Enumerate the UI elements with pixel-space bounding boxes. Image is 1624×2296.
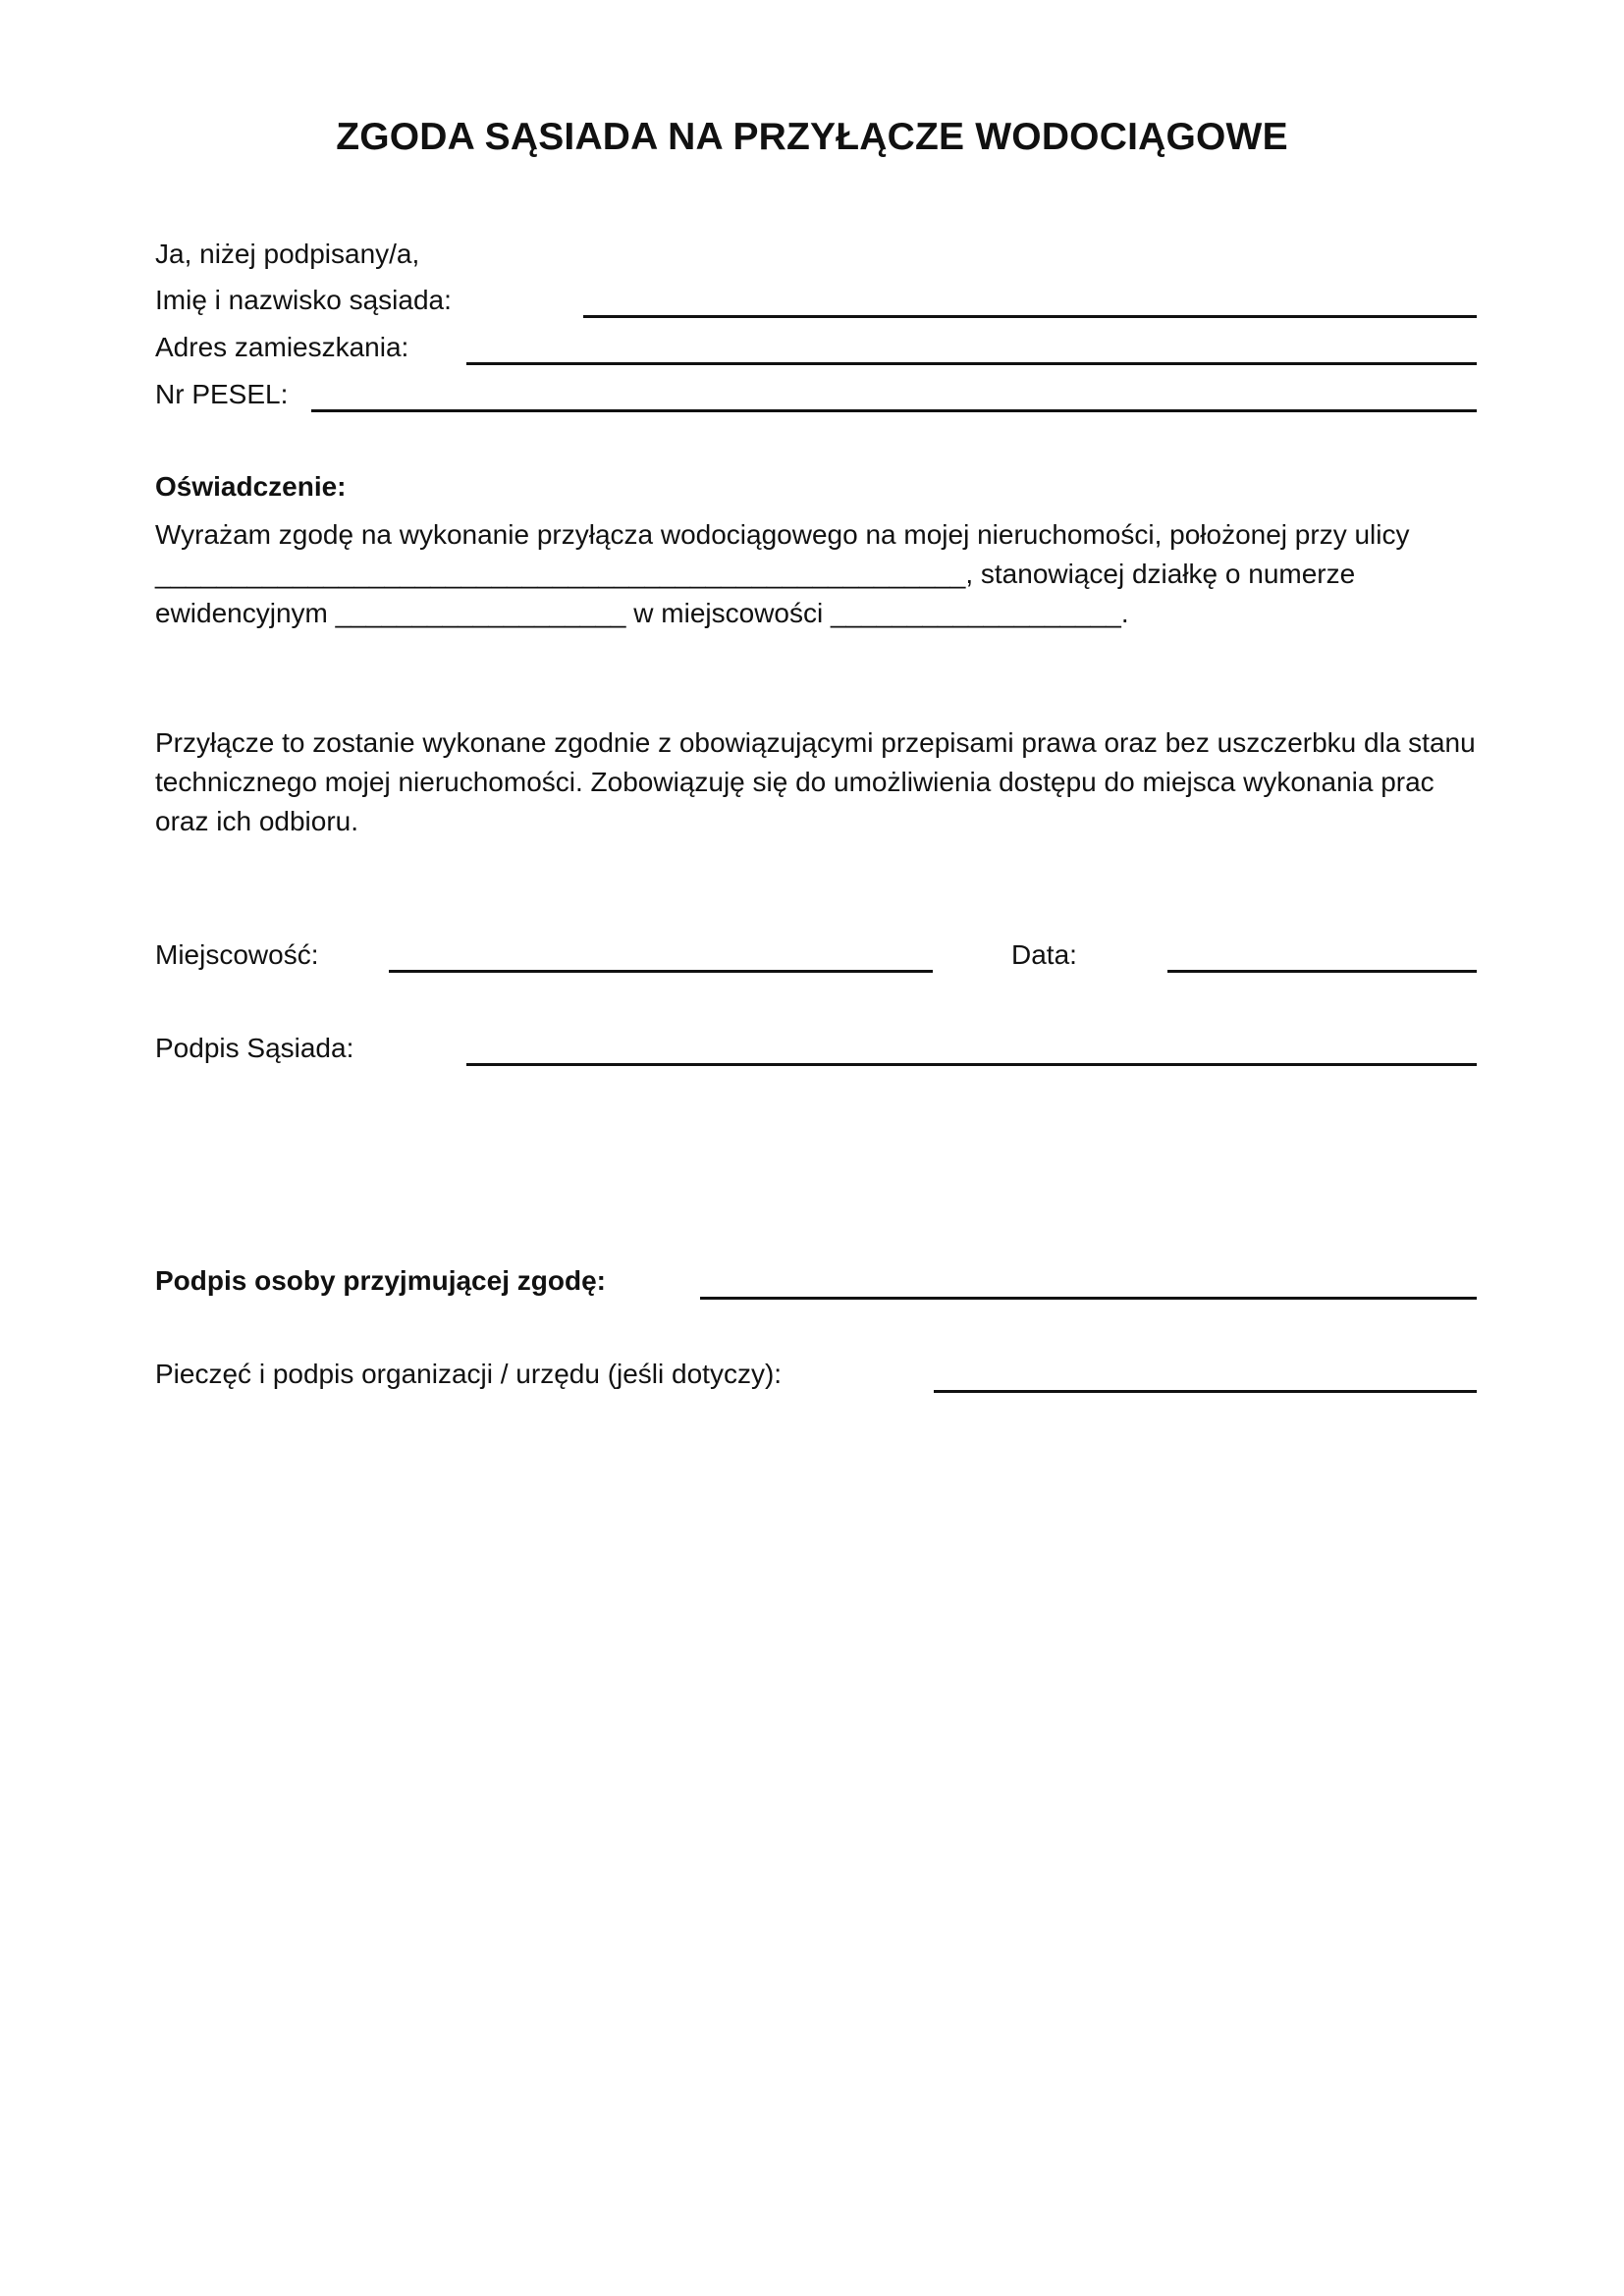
statement-paragraph — [155, 515, 1481, 633]
intro-text: Ja, niżej podpisany/a, — [155, 239, 420, 269]
conditions-line-3: oraz ich odbioru. — [155, 806, 359, 836]
statement-line-1: Wyrażam zgodę na wykonanie przyłącza wodociągowego na mojej nieruchomości, położonej przy ulicy — [155, 519, 1410, 550]
stamp-label: Pieczęć i podpis organizacji / urzędu (jeśli dotyczy): — [155, 1359, 783, 1389]
place-field-line[interactable] — [389, 970, 933, 973]
place-label: Miejscowość: — [155, 939, 319, 970]
stamp-signature-line[interactable] — [934, 1390, 1477, 1393]
conditions-paragraph — [155, 723, 1481, 841]
statement-line-3: ewidencyjnym ___________________ w miejscowości ___________________. — [155, 598, 1129, 628]
neighbor-signature-label: Podpis Sąsiada: — [155, 1033, 354, 1063]
address-field-line[interactable] — [466, 362, 1477, 365]
receiver-signature-label: Podpis osoby przyjmującej zgodę: — [155, 1265, 606, 1296]
name-label: Imię i nazwisko sąsiada: — [155, 285, 452, 315]
statement-heading: Oświadczenie: — [155, 471, 347, 502]
pesel-field-line[interactable] — [311, 409, 1477, 412]
conditions-line-2: technicznego mojej nieruchomości. Zobowiązuję się do umożliwienia dostępu do miejsca wykonania prac — [155, 767, 1435, 797]
date-label: Data: — [1011, 939, 1077, 970]
address-label: Adres zamieszkania: — [155, 332, 409, 362]
conditions-line-1: Przyłącze to zostanie wykonane zgodnie z obowiązującymi przepisami prawa oraz bez uszczerbku dla stanu — [155, 727, 1476, 758]
date-field-line[interactable] — [1167, 970, 1477, 973]
pesel-label: Nr PESEL: — [155, 379, 289, 409]
name-field-line[interactable] — [583, 315, 1477, 318]
document-title: ZGODA SĄSIADA NA PRZYŁĄCZE WODOCIĄGOWE — [336, 116, 1288, 158]
receiver-signature-line[interactable] — [700, 1297, 1477, 1300]
neighbor-signature-line[interactable] — [466, 1063, 1477, 1066]
statement-line-2: _____________________________________________________, stanowiącej działkę o numerze — [155, 559, 1356, 589]
